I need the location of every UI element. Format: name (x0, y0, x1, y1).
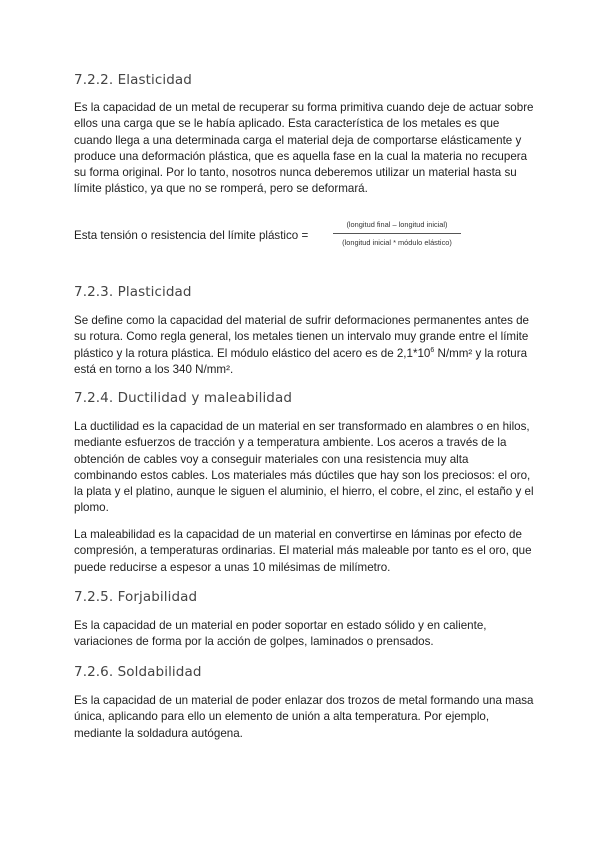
heading-ductilidad: 7.2.4. Ductilidad y maleabilidad (74, 390, 293, 406)
heading-soldabilidad: 7.2.6. Soldabilidad (74, 664, 202, 680)
heading-plasticidad: 7.2.3. Plasticidad (74, 284, 192, 300)
heading-elasticidad: 7.2.2. Elasticidad (74, 72, 192, 88)
formula-numerator: (longitud final – longitud inicial) (346, 220, 448, 229)
exponent: 6 (430, 346, 435, 354)
plasticidad-text-b: N/mm² y la rotura está en torno a los 340 N/mm². (74, 346, 528, 376)
paragraph-elasticidad: Es la capacidad de un metal de recuperar su forma primitiva cuando deje de actuar sobre ellos una carga que se le había aplicado. Esta característica de los metales es que cuando llega a una determinada carga el material deja de comportarse elásticamente y produce una deformación plástica, que es aquella fase en la cual la materia no recupera su forma original. Por lo tanto, nosotros nunca deberemos utilizar un material hasta su límite plástico, ya que no se romperá, pero se deformará. (74, 101, 534, 196)
paragraph-ductilidad: La ductilidad es la capacidad de un material en ser transformado en alambres o en hilos, mediante esfuerzos de tracción y a temperatura ambiente. Los aceros a través de la obtención de cables voy a conseguir materiales con una resistencia muy alta combinando estos cables. Los materiales más dúctiles que hay son los preciosos: el oro, la plata y el platino, aunque le siguen el aluminio, el hierro, el cobre, el zinc, el estaño y el plomo. (74, 420, 534, 515)
paragraph-soldabilidad: Es la capacidad de un material de poder enlazar dos trozos de metal formando una masa única, aplicando para ello un elemento de unión a alta temperatura. Por ejemplo, mediante la soldadura autógena. (74, 694, 534, 740)
paragraph-plasticidad (74, 313, 534, 378)
formula-label: Esta tensión o resistencia del límite plástico = (74, 229, 309, 242)
formula-limite-plastico (74, 219, 534, 259)
fraction-bar (333, 233, 461, 234)
paragraph-maleabilidad: La maleabilidad es la capacidad de un material en convertirse en láminas por efecto de compresión, a temperaturas ordinarias. El material más maleable por tanto es el oro, que puede reducirse a espesor a unas 10 milésimas de milímetro. (74, 528, 532, 574)
paragraph-forjabilidad: Es la capacidad de un material en poder soportar en estado sólido y en caliente, variaciones de forma por la acción de golpes, laminados o prensados. (74, 619, 487, 649)
plasticidad-text-a: Se define como la capacidad del material de sufrir deformaciones permanentes antes de su rotura. Como regla general, los metales tienen un intervalo muy grande entre el límite plástico y la rotura plástica. El módulo elástico del acero es de 2,1*10 (74, 314, 529, 360)
formula-denominator: (longitud inicial * módulo elástico) (342, 238, 452, 247)
heading-forjabilidad: 7.2.5. Forjabilidad (74, 589, 198, 605)
formula-fraction (327, 219, 467, 249)
